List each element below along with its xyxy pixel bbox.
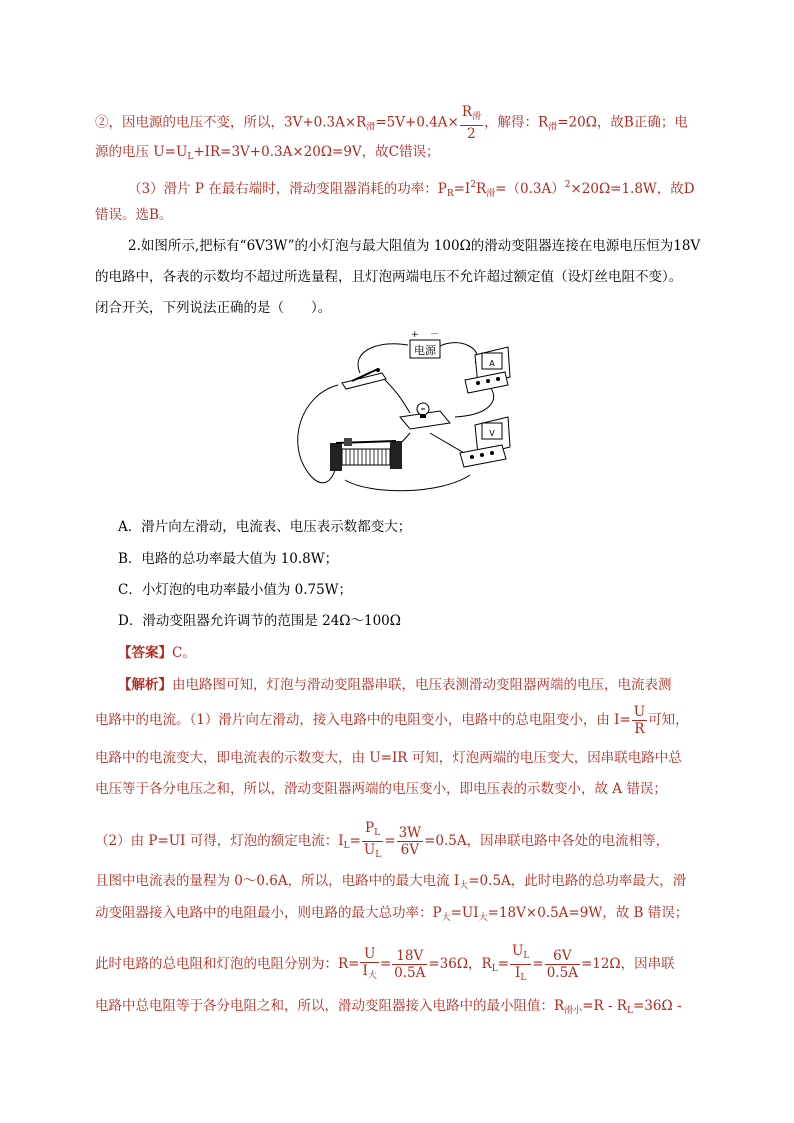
analysis-line-6: 且图中电流表的量程为 0～0.6A，所以，电路中的最大电流 $I_大=0.5A$，此时电路的总功率最大，滑 [95,873,687,891]
plus-sign: + [411,330,419,340]
minus-sign: － [430,330,440,340]
analysis-line-2: 电路中的电流。（1）滑片向左滑动，接入电路中的电阻变小，电路中的总电阻变小，由 I= $\frac{U}{R}$ 可知， [95,704,689,737]
analysis-line-5: （2）由 P=UI 可得，灯泡的额定电流：$I_L=$ $\frac{P_L}{U_L}$ = $\frac{3W}{6V}$ =0.5A，因串联电路中各处的电流相等， [95,820,670,860]
wire [345,475,470,491]
analysis-line-7: 动变阻器接入电路中的电阻最小，则电路的最大总功率：$P_大=UI_大=18V\times 0.5A=9W$，故 B 错误； [95,905,689,923]
question-2-line-1: 2.如图所示,把标有“6V3W”的小灯泡与最大阻值为 100Ω的滑动变阻器连接在电源电压恒为18V [128,238,701,254]
option-c: C．小灯泡的电功率最小值为 0.75W； [118,582,353,598]
power-source-label: 电源 [414,344,436,357]
answer-tag: 【答案】 [118,645,172,661]
solution-line-4: 错误。选B。 [95,207,173,223]
solution-line-1: ②，因电源的电压不变，所以，$3V+0.3A\times R_滑=5V+0.4A\times$ $\frac{R_滑}{2}$ ，解得：$R_滑=20\Omega$，故B正确；电 [95,104,688,142]
wire [438,343,477,363]
option-a: A．滑片向左滑动，电流表、电压表示数都变大； [118,519,412,535]
solution-line-2: 源的电压 $U=U_L+IR=3V+0.3A\times 20\Omega=9V$，故C错误； [95,144,440,162]
rheostat-icon [330,438,402,471]
analysis-line-3: 电路中的电流变大，即电流表的示数变大，由 U=IR 可知，灯泡两端的电压变大，因串联电路中总 [95,750,682,766]
analysis-line-4: 电压等于各分电压之和，所以，滑动变阻器两端的电压变小，即电压表的示数变小，故 A 错误； [95,781,667,797]
option-d: D．滑动变阻器允许调节的范围是 24Ω～100Ω [118,613,401,629]
analysis-line-1: 【解析】由电路图可知，灯泡与滑动变阻器串联，电压表测滑动变阻器两端的电压，电流表测 [118,677,672,693]
switch-icon [342,368,386,389]
question-2-line-2: 的电路中，各表的示数均不超过所选量程，且灯泡两端电压不允许超过额定值（设灯丝电阻不变）。 [95,269,683,285]
wire [385,380,410,413]
fraction-r-over-2: $\frac{R_滑}{2}$ [461,104,482,142]
voltmeter-label: V [489,429,495,438]
solution-line-3: （3）滑片 P 在最右端时，滑动变阻器消耗的功率：$P_R=I^2R_滑=(0.3A)^2\times 20\Omega=1.8W$，故D [128,180,695,199]
question-2-line-3: 闭合开关，下列说法正确的是（ ）。 [95,300,332,316]
ammeter-label: A [489,359,495,368]
answer-line [118,643,196,663]
circuit-diagram [290,325,515,495]
lamp-icon [400,403,450,429]
option-b: B．电路的总功率最大值为 10.8W； [118,551,339,567]
analysis-line-9: 电路中总电阻等于各分电阻之和，所以，滑动变阻器接入电路中的最小阻值：$R_{滑小}=R - R_L=36\Omega$ - [95,998,682,1016]
analysis-line-8: 此时电路的总电阻和灯泡的电阻分别为：R= $\frac{U}{I_大}$ = $\frac{18V}{0.5A}$ =36Ω，$R_L=$ $\frac{U_L}{I_L}$ = $\frac{6V}{0.5A}$ =12Ω，因串联 [95,943,675,983]
answer-value: C。 [172,645,196,661]
wire [358,344,408,373]
ammeter-icon [465,347,510,393]
voltmeter-icon [460,417,510,467]
